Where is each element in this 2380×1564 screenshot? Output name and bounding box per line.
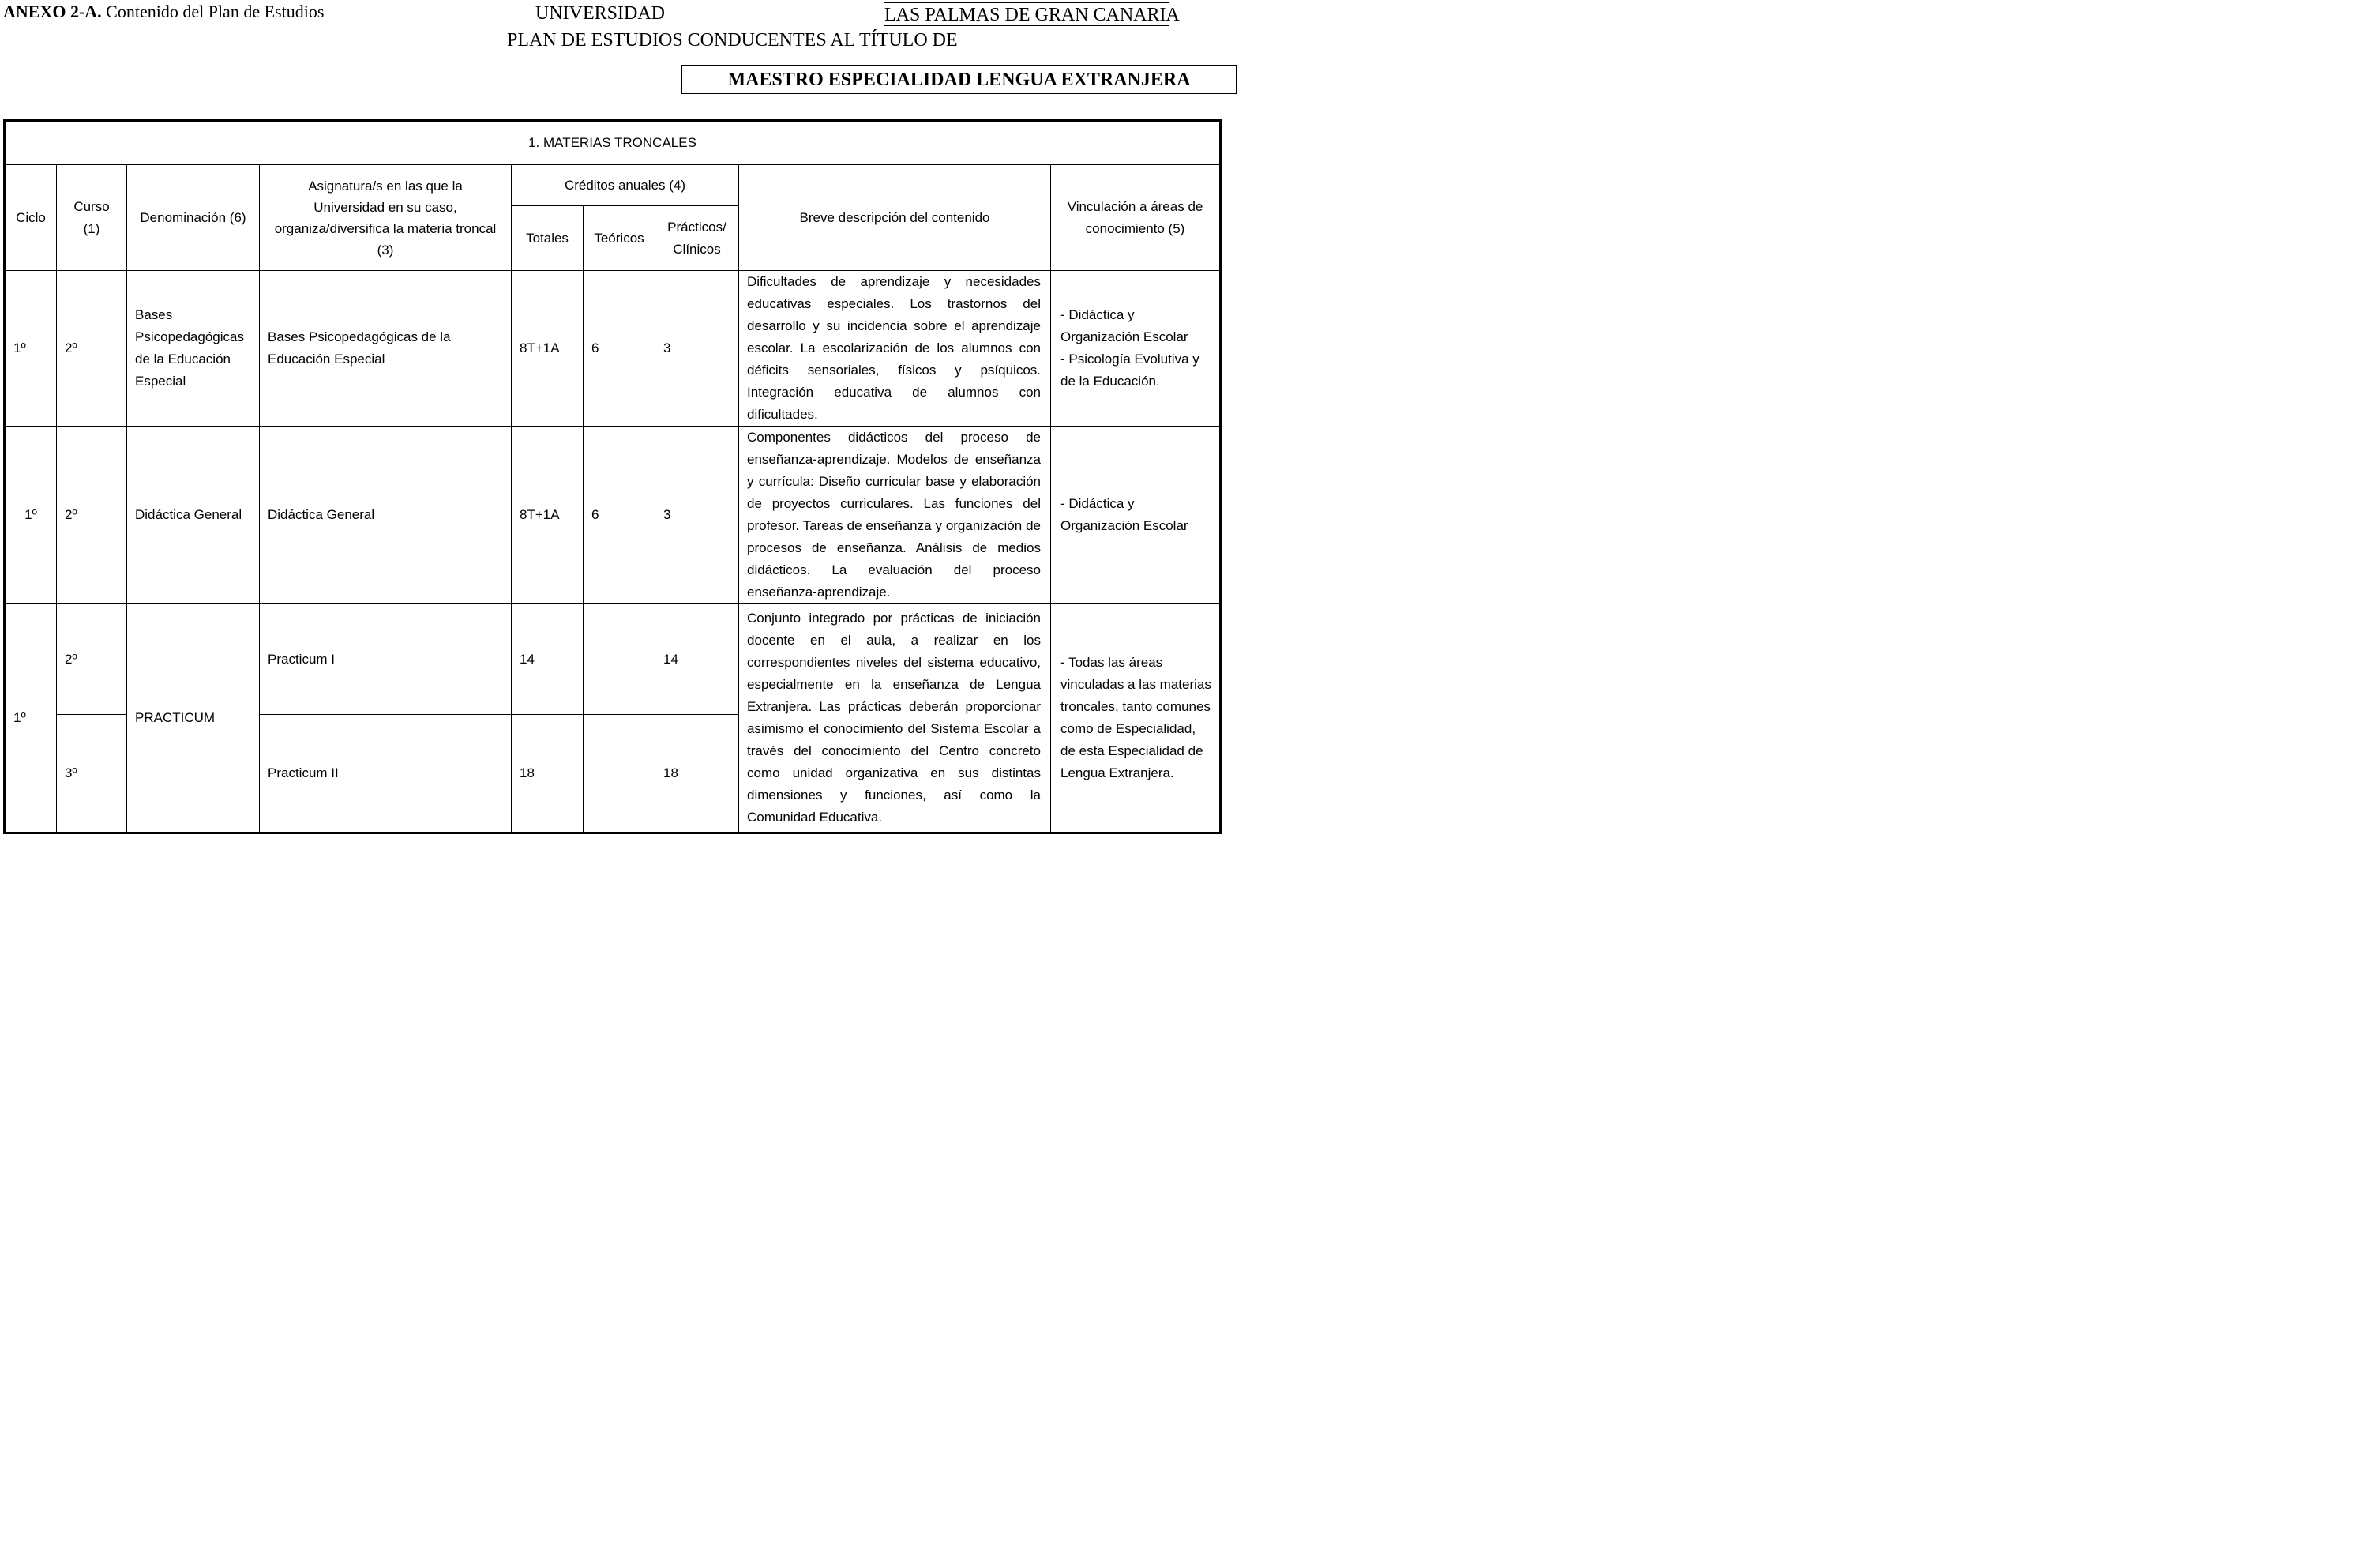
university-name-box: LAS PALMAS DE GRAN CANARIA (884, 2, 1169, 26)
col-header-teoricos: Teóricos (584, 206, 655, 271)
vinculacion-item: - Didáctica y Organización Escolar (1060, 496, 1188, 533)
cell-curso: 2º (57, 271, 127, 427)
cell-teoricos: 6 (584, 271, 655, 427)
col-header-curso: Curso (1) (57, 165, 127, 271)
cell-practicos: 3 (655, 427, 739, 604)
col-header-denominacion: Denominación (6) (127, 165, 260, 271)
cell-totales: 14 (512, 604, 584, 715)
cell-descripcion: Componentes didácticos del proceso de enseñanza-aprendizaje. Modelos de enseñanza y currícula: Diseño curricular base y elaboración de proyectos curriculares. Las funciones del profesor. Tareas de enseñanza y organización de procesos de enseñanza. Análisis de medios didácticos. La evaluación del proceso enseñanza-aprendizaje. (739, 427, 1051, 604)
cell-asignatura: Practicum II (260, 715, 512, 833)
cell-totales: 8T+1A (512, 427, 584, 604)
cell-practicos: 3 (655, 271, 739, 427)
col-header-asignatura: Asignatura/s en las que la Universidad en su caso, organiza/diversifica la materia troncal (3) (260, 165, 512, 271)
vinculacion-item: - Psicología Evolutiva y de la Educación. (1060, 352, 1199, 389)
cell-practicos: 14 (655, 604, 739, 715)
cell-ciclo: 1º (5, 604, 57, 833)
cell-teoricos (584, 604, 655, 715)
col-header-ciclo: Ciclo (5, 165, 57, 271)
col-header-descripcion: Breve descripción del contenido (739, 165, 1051, 271)
table-row (5, 427, 1221, 604)
cell-ciclo: 1º (5, 271, 57, 427)
degree-title-box: MAESTRO ESPECIALIDAD LENGUA EXTRANJERA (681, 65, 1237, 94)
col-header-vinculacion: Vinculación a áreas de conocimiento (5) (1051, 165, 1221, 271)
cell-descripcion: Conjunto integrado por prácticas de iniciación docente en el aula, a realizar en los correspondientes niveles del sistema educativo, especialmente en la enseñanza de Lengua Extranjera. Las prácticas deberán proporcionar asimismo el conocimiento del Sistema Escolar a través del conocimiento del Centro concreto como unidad organizativa en sus distintas dimensiones y funciones, así como la Comunidad Educativa. (739, 604, 1051, 833)
plan-title: PLAN DE ESTUDIOS CONDUCENTES AL TÍTULO DE (507, 30, 958, 51)
cell-teoricos: 6 (584, 427, 655, 604)
cell-denominacion: Didáctica General (127, 427, 260, 604)
cell-denominacion: PRACTICUM (127, 604, 260, 833)
section-title: 1. MATERIAS TRONCALES (5, 121, 1221, 165)
vinculacion-item: - Todas las áreas vinculadas a las materias troncales, tanto comunes como de Especialidad, de esta Especialidad de Lengua Extranjera. (1060, 655, 1211, 780)
cell-denominacion: Bases Psicopedagógicas de la Educación Especial (127, 271, 260, 427)
cell-vinculacion (1051, 604, 1221, 833)
cell-asignatura: Bases Psicopedagógicas de la Educación Especial (260, 271, 512, 427)
cell-ciclo: 1º (5, 427, 57, 604)
cell-asignatura: Didáctica General (260, 427, 512, 604)
cell-practicos: 18 (655, 715, 739, 833)
cell-totales: 8T+1A (512, 271, 584, 427)
university-label: UNIVERSIDAD (535, 3, 665, 24)
cell-asignatura: Practicum I (260, 604, 512, 715)
cell-curso: 2º (57, 427, 127, 604)
cell-vinculacion (1051, 271, 1221, 427)
col-header-totales: Totales (512, 206, 584, 271)
cell-vinculacion (1051, 427, 1221, 604)
annex-number: ANEXO 2-A. (3, 2, 102, 21)
table-row (5, 604, 1221, 715)
annex-subtitle: Contenido del Plan de Estudios (106, 2, 325, 21)
col-header-practicos: Prácticos/ Clínicos (655, 206, 739, 271)
cell-teoricos (584, 715, 655, 833)
subjects-table (3, 119, 1222, 834)
annex-heading (3, 2, 324, 22)
cell-curso: 3º (57, 715, 127, 833)
cell-totales: 18 (512, 715, 584, 833)
vinculacion-item: - Didáctica y Organización Escolar (1060, 307, 1188, 344)
cell-curso: 2º (57, 604, 127, 715)
table-row (5, 271, 1221, 427)
cell-descripcion: Dificultades de aprendizaje y necesidades educativas especiales. Los trastornos del desarrollo y su incidencia sobre el aprendizaje escolar. La escolarización de los alumnos con déficits sensoriales, físicos y psíquicos. Integración educativa de alumnos con dificultades. (739, 271, 1051, 427)
col-header-creditos: Créditos anuales (4) (512, 165, 739, 206)
